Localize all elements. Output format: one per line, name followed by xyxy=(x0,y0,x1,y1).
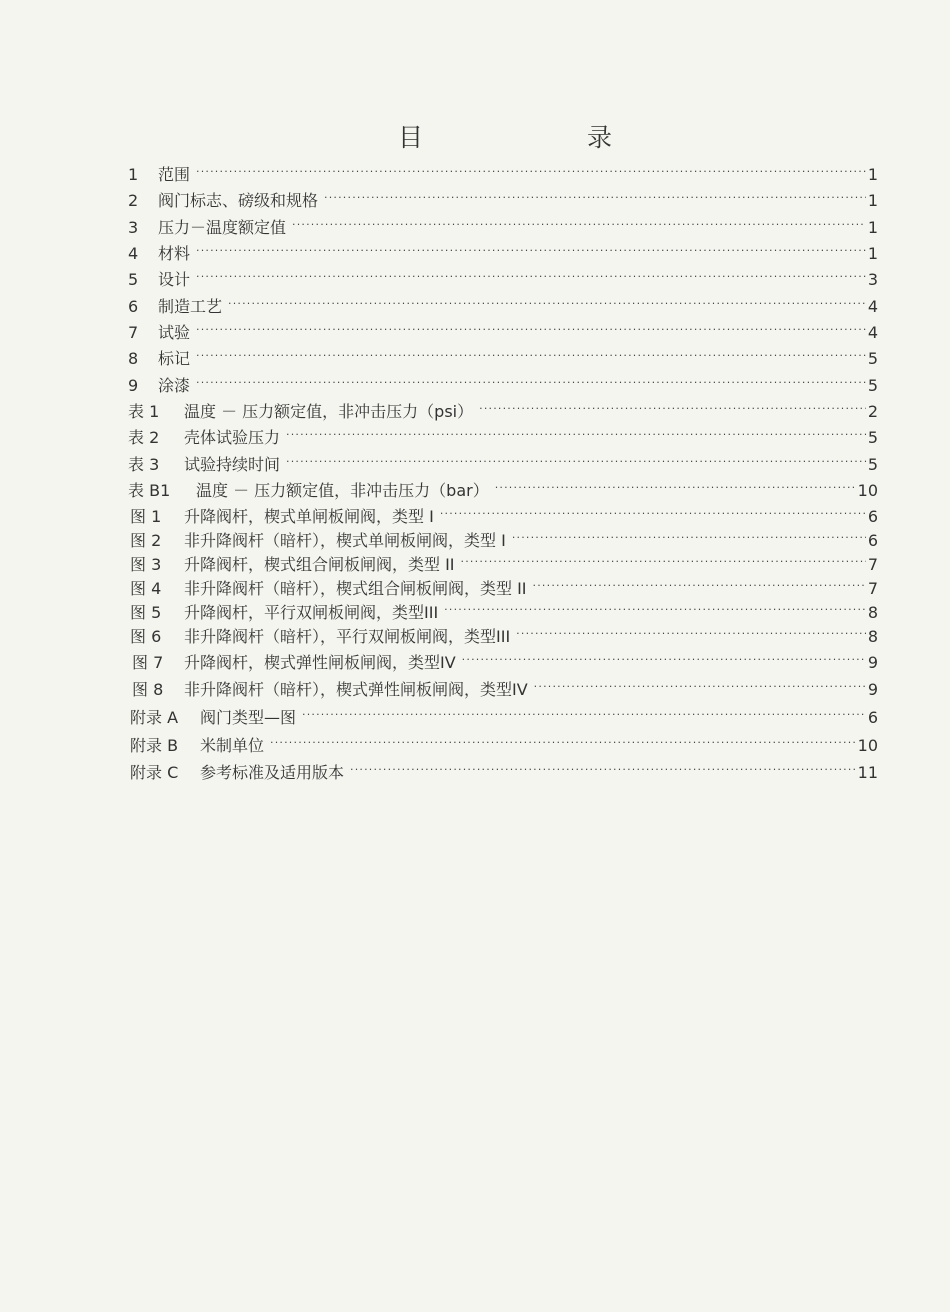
toc-entry-page-number: 11 xyxy=(857,763,878,782)
toc-entry[interactable] xyxy=(128,154,878,184)
toc-entry-page-number: 5 xyxy=(867,455,878,474)
toc-entry-number: 图 8 xyxy=(132,680,164,699)
toc-entry-number: 表 1 xyxy=(128,402,160,421)
toc-entry-number: 图 5 xyxy=(130,603,162,622)
toc-dot-leader xyxy=(462,642,866,668)
toc-entry-number: 图 3 xyxy=(130,555,162,574)
toc-entry-page-number: 7 xyxy=(867,579,878,598)
toc-heading-char-2: 录 xyxy=(587,123,613,152)
toc-entry-number: 图 1 xyxy=(130,507,162,526)
toc-dot-leader xyxy=(286,417,866,443)
toc-entry[interactable] xyxy=(130,752,878,782)
toc-entry-page-number: 10 xyxy=(857,481,878,500)
toc-entry-number: 4 xyxy=(128,244,139,263)
toc-entry[interactable] xyxy=(128,180,878,210)
toc-entry[interactable] xyxy=(128,391,878,421)
toc-entry-label: 非升降阀杆（暗杆），平行双闸板闸阀，类型III xyxy=(184,627,511,646)
toc-dot-leader xyxy=(324,180,866,206)
toc-dot-leader xyxy=(461,544,866,570)
toc-entry[interactable] xyxy=(130,697,878,727)
toc-dot-leader xyxy=(292,207,866,233)
toc-entry[interactable] xyxy=(128,470,878,500)
toc-entry-label: 非升降阀杆（暗杆），楔式单闸板闸阀，类型 I xyxy=(184,531,506,550)
toc-entry-page-number: 6 xyxy=(867,531,878,550)
toc-entry-page-number: 5 xyxy=(867,349,878,368)
toc-entry-number: 附录 A xyxy=(130,708,179,727)
toc-dot-leader xyxy=(270,725,856,751)
toc-dot-leader xyxy=(533,568,866,594)
toc-entry[interactable] xyxy=(130,520,878,550)
toc-dot-leader xyxy=(302,697,866,723)
toc-entry-number: 8 xyxy=(128,349,139,368)
toc-entry[interactable] xyxy=(130,496,878,526)
toc-entry[interactable] xyxy=(128,207,878,237)
toc-heading xyxy=(0,118,950,158)
toc-entry-page-number: 1 xyxy=(867,244,878,263)
toc-dot-leader xyxy=(196,338,866,364)
toc-entry[interactable] xyxy=(128,365,878,395)
toc-entry-number: 3 xyxy=(128,218,139,237)
toc-entry-number: 表 B1 xyxy=(128,481,171,500)
toc-entry[interactable] xyxy=(130,616,878,646)
toc-entry-label: 涂漆 xyxy=(158,376,191,395)
toc-entry-label: 阀门类型—图 xyxy=(200,708,297,727)
toc-entry-page-number: 9 xyxy=(867,680,878,699)
toc-dot-leader xyxy=(495,470,856,496)
toc-entry-label: 制造工艺 xyxy=(158,297,223,316)
toc-entry-label: 阀门标志、磅级和规格 xyxy=(158,191,319,210)
toc-dot-leader xyxy=(196,365,866,391)
toc-entry-page-number: 9 xyxy=(867,653,878,672)
toc-entry[interactable] xyxy=(128,286,878,316)
toc-entry-label: 材料 xyxy=(158,244,191,263)
toc-entry[interactable] xyxy=(130,568,878,598)
toc-entry-label: 升降阀杆，平行双闸板闸阀，类型III xyxy=(184,603,439,622)
toc-entry[interactable] xyxy=(128,233,878,263)
toc-entry-page-number: 3 xyxy=(867,270,878,289)
toc-entry-page-number: 8 xyxy=(867,627,878,646)
toc-entry-label: 升降阀杆，楔式单闸板闸阀，类型 I xyxy=(184,507,434,526)
toc-dot-leader xyxy=(516,616,866,642)
toc-dot-leader xyxy=(196,259,866,285)
toc-dot-leader xyxy=(440,496,866,522)
toc-entry[interactable] xyxy=(128,338,878,368)
toc-entry-page-number: 4 xyxy=(867,297,878,316)
toc-entry-page-number: 10 xyxy=(857,736,878,755)
toc-entry-page-number: 5 xyxy=(867,428,878,447)
toc-entry-page-number: 6 xyxy=(867,708,878,727)
toc-entry-number: 图 7 xyxy=(132,653,164,672)
toc-entry-number: 附录 B xyxy=(130,736,179,755)
toc-entry-label: 设计 xyxy=(158,270,191,289)
toc-entry-number: 6 xyxy=(128,297,139,316)
toc-entry-page-number: 2 xyxy=(867,402,878,421)
toc-entry-label: 范围 xyxy=(158,165,191,184)
toc-entry-number: 图 6 xyxy=(130,627,162,646)
toc-entry-label: 温度 － 压力额定值，非冲击压力（psi） xyxy=(184,402,474,421)
toc-entry-page-number: 1 xyxy=(867,191,878,210)
toc-entry[interactable] xyxy=(132,669,878,699)
toc-entry[interactable] xyxy=(130,592,878,622)
toc-entry-number: 7 xyxy=(128,323,139,342)
toc-entry-label: 试验 xyxy=(158,323,191,342)
toc-entry-page-number: 1 xyxy=(867,218,878,237)
toc-entry-number: 5 xyxy=(128,270,139,289)
toc-entry-number: 1 xyxy=(128,165,139,184)
toc-entry-number: 附录 C xyxy=(130,763,179,782)
toc-entry-number: 表 3 xyxy=(128,455,160,474)
toc-entry-label: 标记 xyxy=(158,349,191,368)
toc-dot-leader xyxy=(196,233,866,259)
toc-entry[interactable] xyxy=(130,725,878,755)
toc-entry-page-number: 1 xyxy=(867,165,878,184)
toc-entry[interactable] xyxy=(128,259,878,289)
toc-entry-label: 升降阀杆，楔式弹性闸板闸阀，类型IV xyxy=(184,653,456,672)
toc-dot-leader xyxy=(534,669,866,695)
toc-entry[interactable] xyxy=(128,312,878,342)
toc-entry[interactable] xyxy=(128,417,878,447)
toc-dot-leader xyxy=(444,592,866,618)
toc-entry-page-number: 5 xyxy=(867,376,878,395)
toc-entry-page-number: 7 xyxy=(867,555,878,574)
toc-entry-label: 壳体试验压力 xyxy=(184,428,281,447)
toc-entry-number: 2 xyxy=(128,191,139,210)
toc-entry-label: 温度 － 压力额定值，非冲击压力（bar） xyxy=(196,481,489,500)
toc-entry-label: 压力－温度额定值 xyxy=(158,218,287,237)
toc-entry-label: 升降阀杆，楔式组合闸板闸阀，类型 II xyxy=(184,555,455,574)
toc-dot-leader xyxy=(196,154,866,180)
toc-entry-label: 米制单位 xyxy=(200,736,265,755)
toc-dot-leader xyxy=(512,520,866,546)
toc-entry-label: 试验持续时间 xyxy=(184,455,281,474)
toc-entry[interactable] xyxy=(128,444,878,474)
toc-entry-number: 图 2 xyxy=(130,531,162,550)
toc-entry[interactable] xyxy=(132,642,878,672)
toc-entry-page-number: 8 xyxy=(867,603,878,622)
toc-entry-label: 非升降阀杆（暗杆），楔式弹性闸板闸阀，类型IV xyxy=(184,680,528,699)
toc-dot-leader xyxy=(196,312,866,338)
toc-entry-page-number: 6 xyxy=(867,507,878,526)
toc-dot-leader xyxy=(286,444,866,470)
toc-dot-leader xyxy=(228,286,866,312)
toc-heading-char-1: 目 xyxy=(398,123,424,152)
toc-entry-number: 9 xyxy=(128,376,139,395)
toc-entry-number: 表 2 xyxy=(128,428,160,447)
toc-entry[interactable] xyxy=(130,544,878,574)
toc-entry-label: 参考标准及适用版本 xyxy=(200,763,345,782)
toc-entry-number: 图 4 xyxy=(130,579,162,598)
toc-dot-leader xyxy=(479,391,866,417)
toc-dot-leader xyxy=(350,752,856,778)
toc-entry-label: 非升降阀杆（暗杆），楔式组合闸板闸阀，类型 II xyxy=(184,579,527,598)
toc-entry-page-number: 4 xyxy=(867,323,878,342)
